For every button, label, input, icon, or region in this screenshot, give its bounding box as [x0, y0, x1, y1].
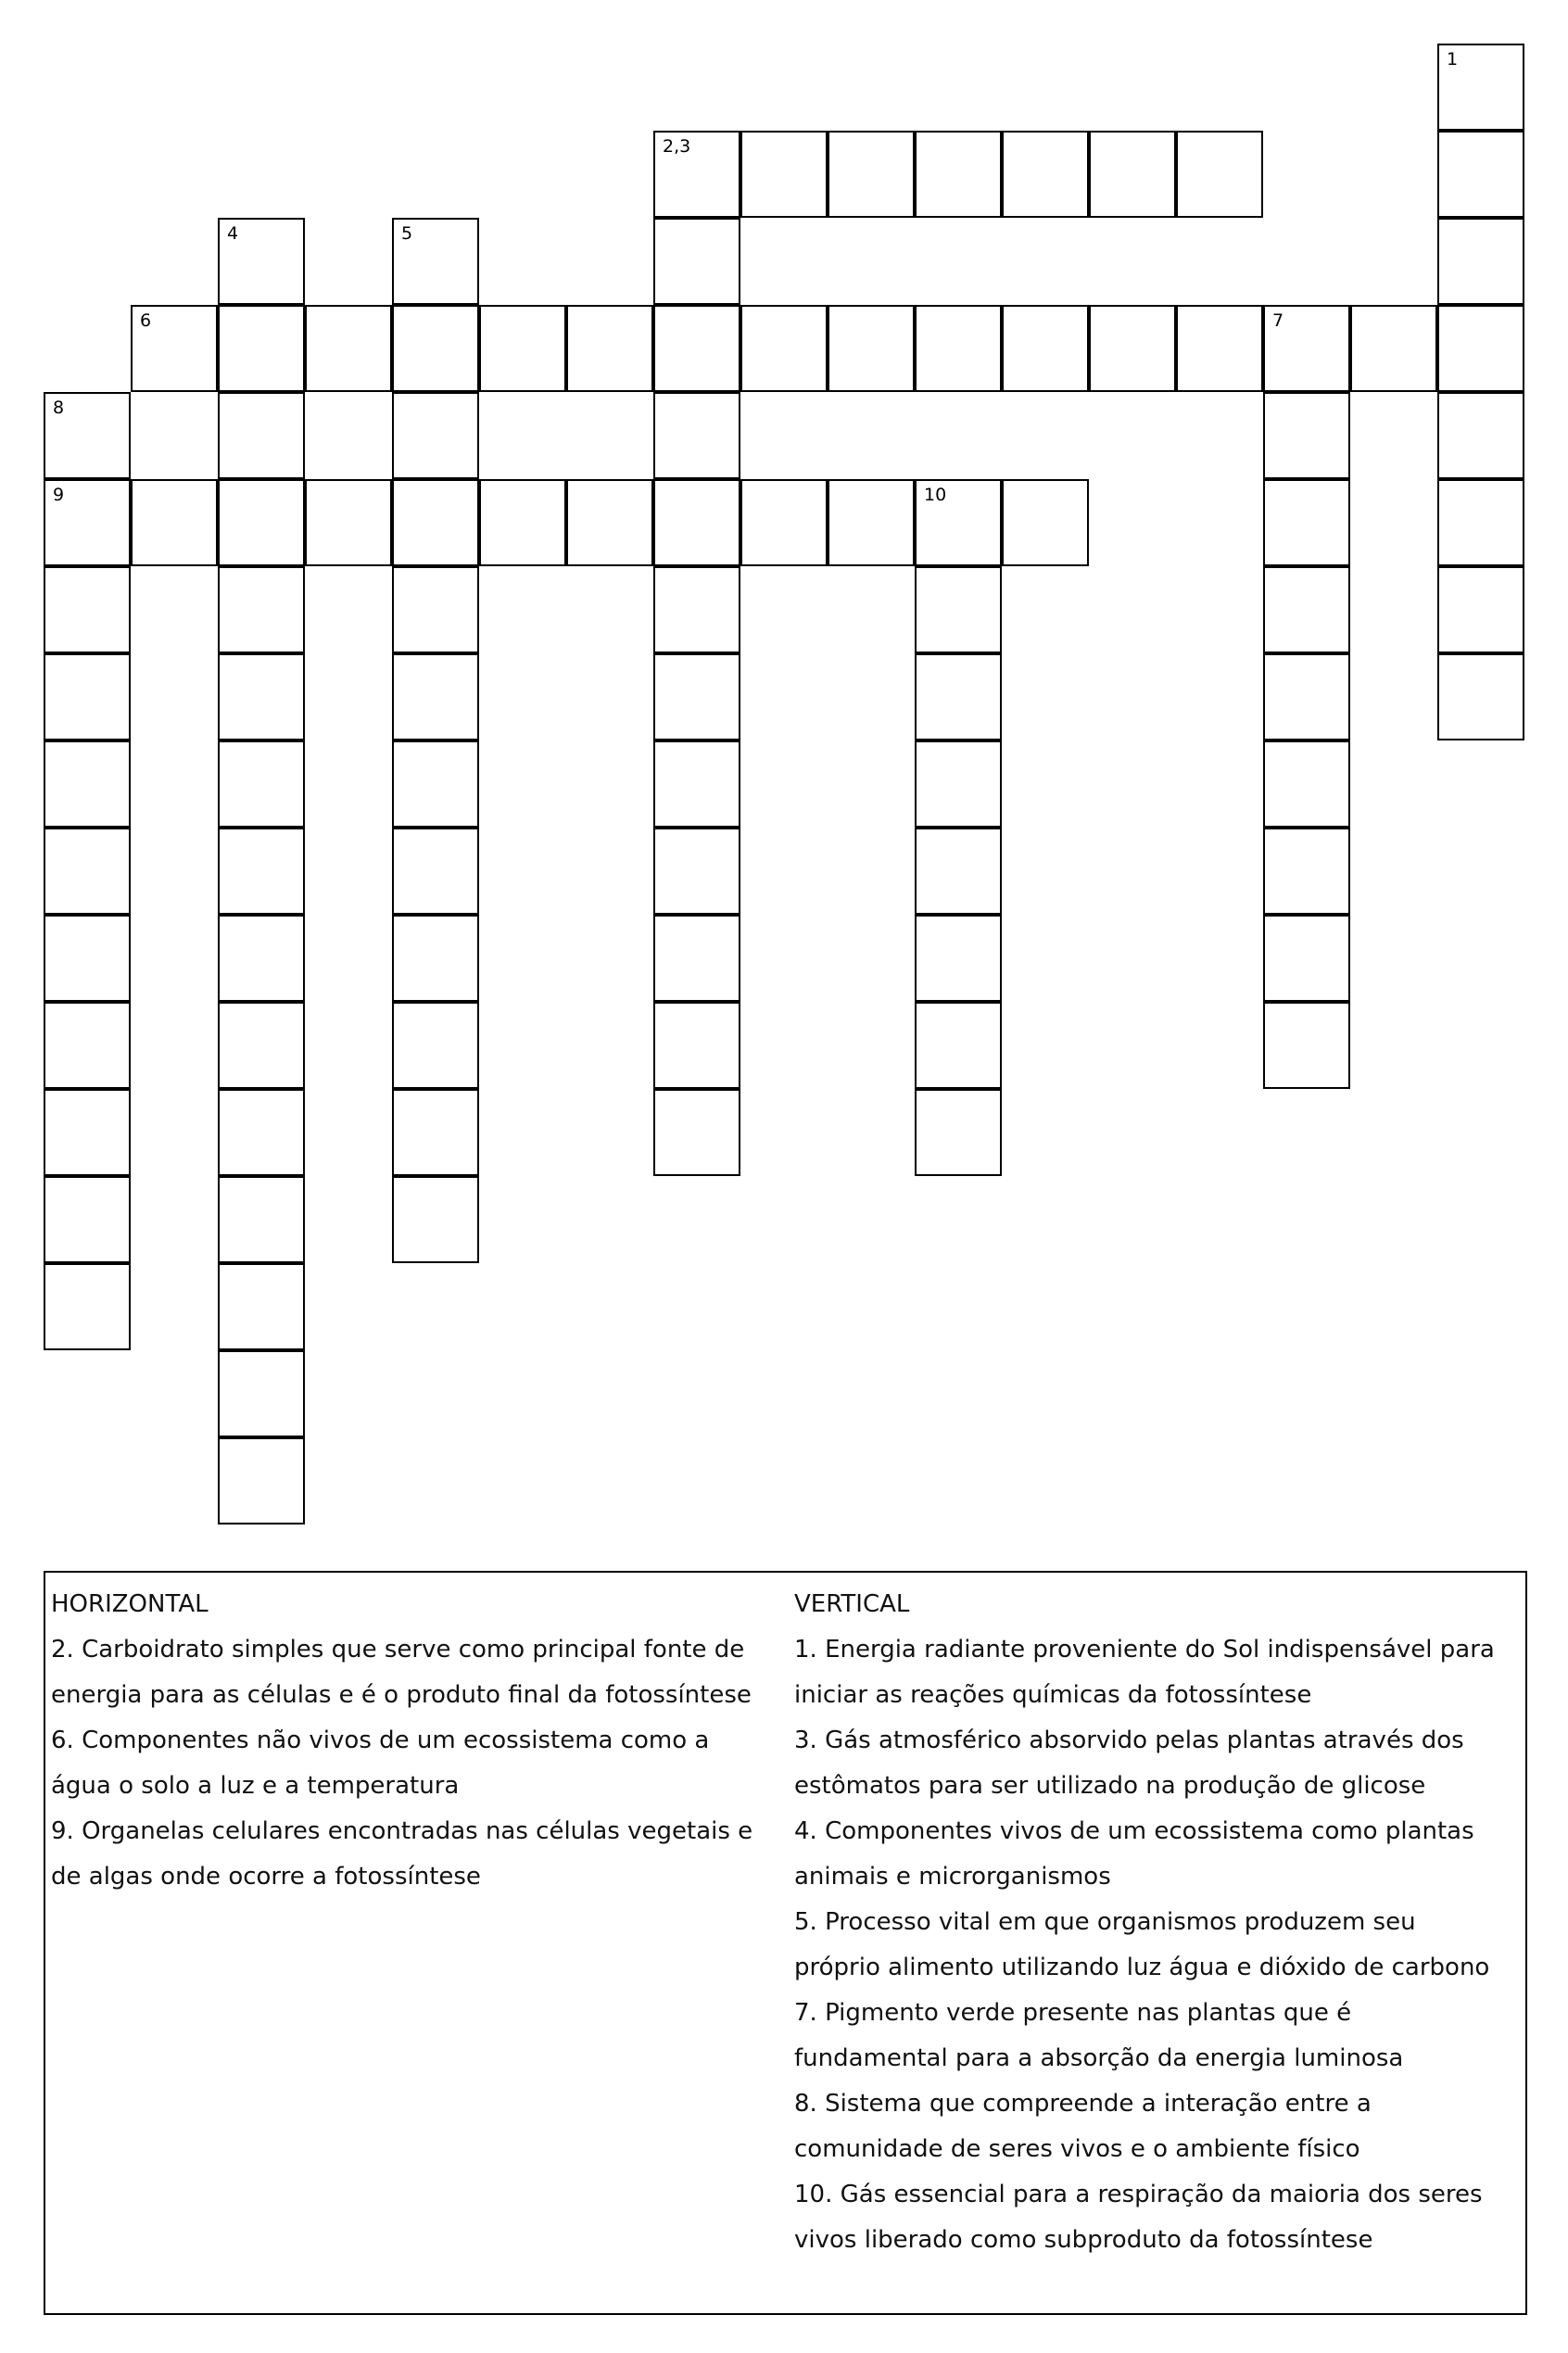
grid-cell[interactable] [1002, 131, 1089, 218]
grid-cell[interactable] [305, 479, 392, 566]
grid-cell[interactable] [566, 479, 653, 566]
grid-cell[interactable] [392, 1089, 479, 1176]
vertical-clue-line: animais e microrganismos [794, 1863, 1111, 1891]
grid-cell[interactable] [653, 131, 740, 218]
grid-cell[interactable] [653, 828, 740, 915]
vertical-clue-line: 8. Sistema que compreende a interação entre a [794, 2090, 1372, 2118]
clue-number: 2,3 [663, 136, 691, 157]
grid-cell[interactable] [566, 305, 653, 392]
grid-cell[interactable] [653, 305, 740, 392]
grid-cell[interactable] [44, 915, 131, 1002]
clue-number: 4 [227, 223, 239, 244]
grid-cell[interactable] [828, 131, 915, 218]
horizontal-clue-line: água o solo a luz e a temperatura [51, 1772, 460, 1800]
grid-cell[interactable] [218, 915, 305, 1002]
grid-cell[interactable] [915, 131, 1002, 218]
grid-cell[interactable] [915, 915, 1002, 1002]
grid-cell[interactable] [44, 740, 131, 828]
clues-box [44, 1571, 1527, 2315]
grid-cell[interactable] [653, 218, 740, 305]
grid-cell[interactable] [740, 479, 828, 566]
grid-cell[interactable] [1176, 131, 1263, 218]
grid-cell[interactable] [392, 653, 479, 740]
grid-cell[interactable] [1437, 392, 1524, 479]
clue-number: 1 [1447, 49, 1459, 70]
vertical-clue-line: 4. Componentes vivos de um ecossistema como plantas [794, 1817, 1474, 1845]
horizontal-clues [51, 1582, 783, 1900]
grid-cell[interactable] [218, 1350, 305, 1437]
grid-cell[interactable] [218, 1263, 305, 1350]
grid-cell[interactable] [218, 1089, 305, 1176]
vertical-clue-line: vivos liberado como subproduto da fotossíntese [794, 2226, 1373, 2254]
grid-cell[interactable] [44, 1002, 131, 1089]
grid-cell[interactable] [653, 392, 740, 479]
grid-cell[interactable] [1176, 305, 1263, 392]
grid-cell[interactable] [218, 740, 305, 828]
grid-cell[interactable] [218, 1437, 305, 1524]
clue-number: 5 [401, 223, 413, 244]
grid-cell[interactable] [218, 1002, 305, 1089]
grid-cell[interactable] [218, 479, 305, 566]
vertical-clue-line: comunidade de seres vivos e o ambiente físico [794, 2135, 1360, 2163]
grid-cell[interactable] [392, 740, 479, 828]
grid-cell[interactable] [653, 479, 740, 566]
horizontal-clue-line: 6. Componentes não vivos de um ecossistema como a [51, 1727, 710, 1754]
vertical-clue-line: 7. Pigmento verde presente nas plantas que é [794, 1999, 1352, 2027]
grid-cell[interactable] [1263, 1002, 1350, 1089]
vertical-clue-line: 5. Processo vital em que organismos produzem seu [794, 1908, 1416, 1936]
grid-cell[interactable] [1263, 740, 1350, 828]
grid-cell[interactable] [1263, 915, 1350, 1002]
grid-cell[interactable] [1002, 305, 1089, 392]
grid-cell[interactable] [392, 1176, 479, 1263]
vertical-clue-line: 10. Gás essencial para a respiração da maioria dos seres [794, 2181, 1483, 2208]
horizontal-clue-line: 9. Organelas celulares encontradas nas células vegetais e [51, 1817, 753, 1845]
grid-cell[interactable] [1263, 479, 1350, 566]
grid-cell[interactable] [218, 828, 305, 915]
grid-cell[interactable] [740, 131, 828, 218]
grid-cell[interactable] [44, 828, 131, 915]
grid-cell[interactable] [1437, 305, 1524, 392]
vertical-clue-line: 1. Energia radiante proveniente do Sol indispensável para [794, 1636, 1495, 1664]
vertical-clue-line: estômatos para ser utilizado na produção de glicose [794, 1772, 1426, 1800]
grid-cell[interactable] [915, 566, 1002, 653]
clue-number: 9 [53, 485, 65, 505]
grid-cell[interactable] [44, 1263, 131, 1350]
vertical-clue-line: 3. Gás atmosférico absorvido pelas plantas através dos [794, 1727, 1464, 1754]
grid-cell[interactable] [1437, 131, 1524, 218]
grid-cell[interactable] [44, 479, 131, 566]
grid-cell[interactable] [915, 828, 1002, 915]
grid-cell[interactable] [218, 305, 305, 392]
clue-number: 10 [924, 485, 947, 505]
grid-cell[interactable] [1002, 479, 1089, 566]
horizontal-clue-line: 2. Carboidrato simples que serve como principal fonte de [51, 1636, 745, 1664]
grid-cell[interactable] [915, 740, 1002, 828]
grid-cell[interactable] [392, 479, 479, 566]
clue-number: 7 [1272, 310, 1284, 331]
grid-cell[interactable] [1089, 305, 1176, 392]
grid-cell[interactable] [218, 566, 305, 653]
grid-cell[interactable] [915, 653, 1002, 740]
vertical-clue-line: iniciar as reações químicas da fotossíntese [794, 1681, 1312, 1709]
grid-cell[interactable] [44, 1089, 131, 1176]
grid-cell[interactable] [828, 479, 915, 566]
horizontal-clue-line: de algas onde ocorre a fotossíntese [51, 1863, 481, 1891]
grid-cell[interactable] [653, 1089, 740, 1176]
grid-cell[interactable] [1350, 305, 1437, 392]
grid-cell[interactable] [1263, 392, 1350, 479]
grid-cell[interactable] [392, 392, 479, 479]
grid-cell[interactable] [479, 305, 566, 392]
grid-cell[interactable] [131, 479, 218, 566]
grid-cell[interactable] [653, 740, 740, 828]
grid-cell[interactable] [1263, 566, 1350, 653]
clue-number: 8 [53, 398, 65, 418]
grid-cell[interactable] [392, 305, 479, 392]
grid-cell[interactable] [392, 1002, 479, 1089]
grid-cell[interactable] [1437, 218, 1524, 305]
grid-cell[interactable] [218, 653, 305, 740]
vertical-clue-line: próprio alimento utilizando luz água e dióxido de carbono [794, 1954, 1490, 1981]
grid-cell[interactable] [479, 479, 566, 566]
grid-cell[interactable] [44, 566, 131, 653]
vertical-heading: VERTICAL [794, 1590, 910, 1618]
grid-cell[interactable] [1089, 131, 1176, 218]
grid-cell[interactable] [1263, 653, 1350, 740]
grid-cell[interactable] [1437, 479, 1524, 566]
grid-cell[interactable] [44, 1176, 131, 1263]
grid-cell[interactable] [392, 566, 479, 653]
grid-cell[interactable] [915, 479, 1002, 566]
grid-cell[interactable] [392, 218, 479, 305]
grid-cell[interactable] [1437, 566, 1524, 653]
clue-number: 6 [140, 310, 152, 331]
grid-cell[interactable] [653, 566, 740, 653]
grid-cell[interactable] [915, 305, 1002, 392]
grid-cell[interactable] [915, 1002, 1002, 1089]
grid-cell[interactable] [1437, 44, 1524, 131]
grid-cell[interactable] [1437, 653, 1524, 740]
vertical-clue-line: fundamental para a absorção da energia luminosa [794, 2044, 1404, 2072]
grid-cell[interactable] [305, 305, 392, 392]
grid-cell[interactable] [653, 915, 740, 1002]
grid-cell[interactable] [1263, 828, 1350, 915]
grid-cell[interactable] [1263, 305, 1350, 392]
grid-cell[interactable] [218, 1176, 305, 1263]
grid-cell[interactable] [740, 305, 828, 392]
grid-cell[interactable] [392, 915, 479, 1002]
grid-cell[interactable] [218, 392, 305, 479]
grid-cell[interactable] [44, 392, 131, 479]
horizontal-clue-line: energia para as células e é o produto final da fotossíntese [51, 1681, 752, 1709]
grid-cell[interactable] [915, 1089, 1002, 1176]
grid-cell[interactable] [653, 1002, 740, 1089]
grid-cell[interactable] [828, 305, 915, 392]
grid-cell[interactable] [392, 828, 479, 915]
grid-cell[interactable] [44, 653, 131, 740]
grid-cell[interactable] [131, 305, 218, 392]
vertical-clues [794, 1582, 1526, 2263]
grid-cell[interactable] [653, 653, 740, 740]
horizontal-heading: HORIZONTAL [51, 1590, 209, 1618]
grid-cell[interactable] [218, 218, 305, 305]
